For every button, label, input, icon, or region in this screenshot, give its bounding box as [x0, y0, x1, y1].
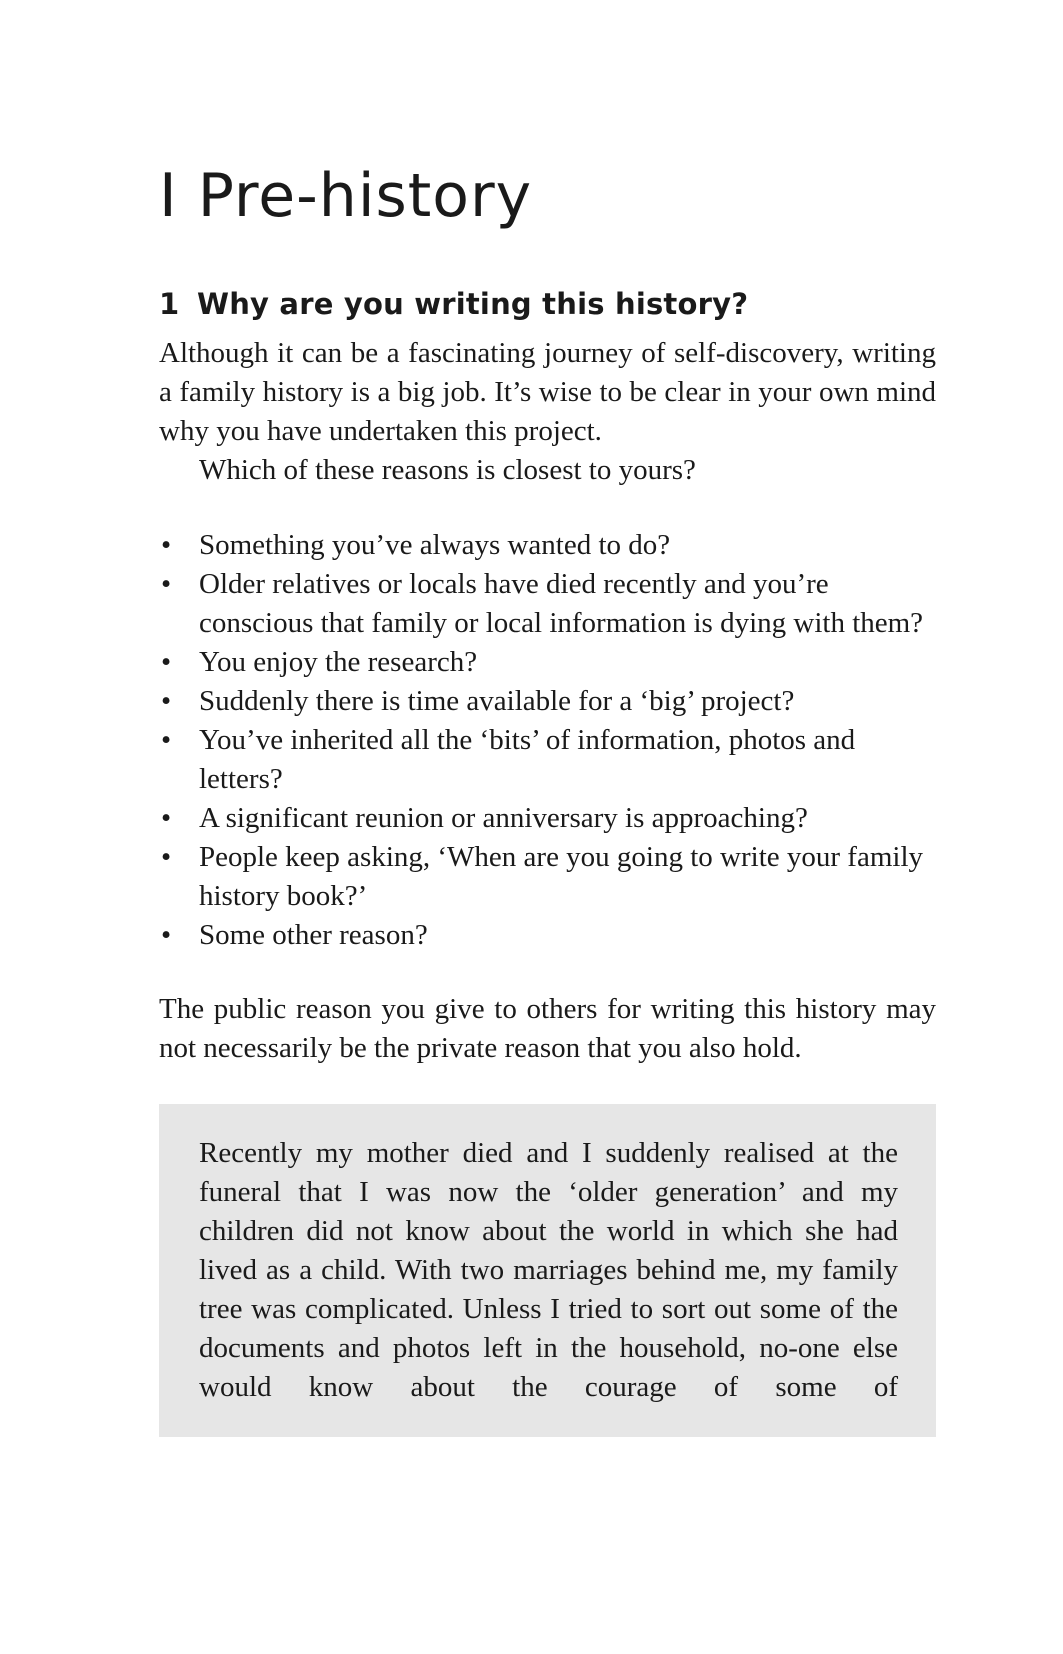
- closing-paragraph: The public reason you give to others for writing this history may not necessarily be the private reason that you also hold.: [159, 993, 936, 1064]
- book-page: [159, 160, 936, 1437]
- list-item-text: You enjoy the research?: [199, 646, 478, 678]
- bullet-icon: •: [161, 568, 172, 600]
- list-item: [159, 916, 936, 955]
- section-title: Why are you writing this history?: [197, 287, 749, 321]
- list-item: [159, 799, 936, 838]
- bullet-icon: •: [161, 841, 172, 873]
- section-number: 1: [159, 287, 180, 321]
- list-item-text: Something you’ve always wanted to do?: [199, 529, 671, 561]
- list-item-text: You’ve inherited all the ‘bits’ of information, photos and letters?: [199, 724, 856, 795]
- bullet-icon: •: [161, 685, 172, 717]
- list-item-text: A significant reunion or anniversary is approaching?: [199, 802, 808, 834]
- list-item-text: Older relatives or locals have died recently and you’re conscious that family or local information is dying with them?: [199, 568, 924, 639]
- list-item: [159, 526, 936, 565]
- bullet-icon: •: [161, 724, 172, 756]
- list-item: [159, 565, 936, 643]
- list-item-text: People keep asking, ‘When are you going to write your family history book?’: [199, 841, 923, 912]
- intro-paragraph: Although it can be a fascinating journey of self-discovery, writing a family history is a big job. It’s wise to be clear in your own mind why you have undertaken this project.: [159, 337, 936, 447]
- quote-text: Recently my mother died and I suddenly realised at the funeral that I was now the ‘older generation’ and my children did not know about the world in which she had lived as a child. With two marriages behind me, my family tree was complicated. Unless I tried to sort out some of the documents and photos left in the household, no-one else would know about the courage of some of: [199, 1137, 898, 1403]
- section-heading: [159, 284, 936, 324]
- reasons-list: [159, 526, 936, 955]
- list-item: [159, 643, 936, 682]
- question-line: Which of these reasons is closest to yours?: [199, 454, 696, 486]
- list-item: [159, 721, 936, 799]
- list-item-text: Some other reason?: [199, 919, 428, 951]
- list-item: [159, 682, 936, 721]
- bullet-icon: •: [161, 529, 172, 561]
- bullet-icon: •: [161, 646, 172, 678]
- bullet-icon: •: [161, 919, 172, 951]
- part-title: I Pre-history: [159, 161, 533, 231]
- list-item-text: Suddenly there is time available for a ‘big’ project?: [199, 685, 795, 717]
- list-item: [159, 838, 936, 916]
- quote-box: [159, 1104, 936, 1437]
- bullet-icon: •: [161, 802, 172, 834]
